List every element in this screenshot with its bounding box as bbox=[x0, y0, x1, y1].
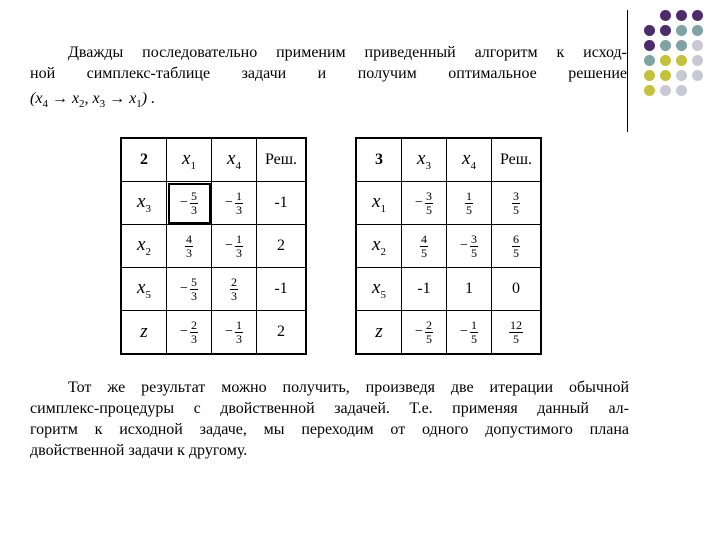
fraction-denominator: 5 bbox=[513, 202, 519, 217]
fraction-denominator: 3 bbox=[186, 245, 192, 260]
variable-subscript: 2 bbox=[380, 245, 386, 258]
fraction-value bbox=[225, 317, 243, 346]
table-cell bbox=[212, 311, 257, 355]
minus-sign: − bbox=[460, 324, 468, 339]
solution-cell bbox=[492, 268, 542, 311]
table-row bbox=[356, 225, 541, 268]
fraction-value bbox=[225, 188, 243, 217]
decor-dot bbox=[676, 85, 687, 96]
decor-dot bbox=[644, 85, 655, 96]
basis-variable bbox=[356, 268, 402, 311]
table-cell bbox=[167, 268, 212, 311]
paragraph-intro-line: Дважды последовательно применим приведенный алгоритм к исход- bbox=[68, 44, 627, 61]
decor-dot bbox=[660, 70, 671, 81]
simplex-table-iteration-3 bbox=[355, 137, 542, 355]
fraction-numerator: 6 bbox=[513, 231, 519, 246]
minus-sign: − bbox=[180, 281, 188, 296]
table-cell bbox=[447, 182, 492, 225]
decor-dot bbox=[660, 25, 671, 36]
paragraph-conclusion-line: горитм к исходной задаче, мы переходим от одного допустимого плана bbox=[30, 421, 629, 438]
table-cell bbox=[212, 182, 257, 225]
variable-subscript: 5 bbox=[380, 288, 386, 301]
table-cell bbox=[447, 268, 492, 311]
fraction bbox=[235, 319, 243, 346]
fraction-value bbox=[460, 231, 478, 260]
variable-symbol: $x_3$ bbox=[417, 148, 431, 172]
variable-subscript: 3 bbox=[145, 202, 151, 215]
fraction bbox=[470, 233, 478, 260]
fraction-value bbox=[180, 274, 198, 303]
fraction-value bbox=[420, 231, 428, 260]
column-header bbox=[447, 138, 492, 182]
table-cell bbox=[447, 225, 492, 268]
formula-paren: ) . bbox=[141, 90, 156, 107]
fraction bbox=[512, 190, 520, 217]
fraction-denominator: 3 bbox=[235, 331, 242, 346]
solution-cell bbox=[492, 311, 542, 355]
decor-divider-line bbox=[627, 10, 628, 132]
minus-sign: − bbox=[225, 238, 233, 253]
minus-sign: − bbox=[180, 195, 188, 210]
table-cell bbox=[402, 311, 447, 355]
variable-symbol: z bbox=[140, 321, 148, 342]
fraction-numerator: 5 bbox=[190, 188, 197, 203]
fraction-numerator: 1 bbox=[466, 188, 472, 203]
column-header bbox=[167, 138, 212, 182]
fraction-denominator: 5 bbox=[513, 331, 519, 346]
decor-dot bbox=[660, 10, 671, 21]
paragraph-intro bbox=[30, 42, 627, 84]
basis-variable bbox=[121, 225, 167, 268]
table-row bbox=[356, 268, 541, 311]
fraction-value bbox=[180, 188, 198, 217]
formula-var: x bbox=[71, 90, 80, 107]
decor-dot-grid bbox=[640, 10, 716, 120]
minus-sign: − bbox=[460, 238, 468, 253]
variable-symbol: $x_4$ bbox=[462, 148, 476, 172]
decor-dot bbox=[644, 55, 655, 66]
formula-paren: ( bbox=[30, 90, 36, 107]
fraction bbox=[190, 190, 198, 217]
variable-subscript: 2 bbox=[145, 245, 151, 258]
fraction-denominator: 5 bbox=[425, 202, 432, 217]
solution-cell bbox=[257, 225, 307, 268]
fraction bbox=[512, 233, 520, 260]
table-cell bbox=[402, 182, 447, 225]
table-cell bbox=[167, 225, 212, 268]
minus-sign: − bbox=[225, 195, 233, 210]
solution-cell bbox=[492, 182, 542, 225]
table-cell bbox=[167, 311, 212, 355]
fraction-numerator: 3 bbox=[470, 231, 477, 246]
cell-value: -1 bbox=[274, 194, 288, 211]
variable-symbol: $x_1$ bbox=[182, 148, 196, 172]
iteration-number: 3 bbox=[356, 138, 402, 182]
fraction-numerator: 1 bbox=[470, 317, 477, 332]
decor-dot bbox=[676, 25, 687, 36]
formula-comma: , bbox=[84, 90, 89, 107]
decor-dot bbox=[676, 55, 687, 66]
column-header bbox=[212, 138, 257, 182]
fraction bbox=[425, 319, 433, 346]
decor-dot bbox=[692, 10, 703, 21]
table-cell bbox=[212, 225, 257, 268]
arrow-icon: → bbox=[109, 90, 126, 107]
fraction-value bbox=[509, 317, 523, 346]
fraction bbox=[230, 276, 238, 303]
solution-column-header: Реш. bbox=[257, 138, 307, 182]
paragraph-intro-line: ной симплекс-таблице задачи и получим оптимальное решение bbox=[30, 65, 627, 82]
decor-dot bbox=[644, 70, 655, 81]
table-row bbox=[356, 182, 541, 225]
fraction-value bbox=[415, 317, 433, 346]
variable-symbol: $x_3$ bbox=[137, 191, 151, 215]
variable-subscript: 5 bbox=[145, 288, 151, 301]
arrow-icon: → bbox=[51, 90, 68, 107]
table-row bbox=[121, 311, 306, 355]
fraction-numerator: 1 bbox=[235, 231, 242, 246]
fraction-denominator: 5 bbox=[470, 245, 477, 260]
fraction-denominator: 5 bbox=[470, 331, 477, 346]
fraction-numerator: 2 bbox=[231, 274, 237, 289]
basis-variable bbox=[121, 311, 167, 355]
formula-var: x bbox=[92, 90, 100, 107]
fraction-value bbox=[180, 317, 198, 346]
decor-dot bbox=[644, 40, 655, 51]
decor-dot bbox=[676, 10, 687, 21]
decor-dot bbox=[676, 40, 687, 51]
fraction-denominator: 3 bbox=[190, 288, 197, 303]
fraction-denominator: 5 bbox=[425, 331, 432, 346]
decor-dot bbox=[692, 25, 703, 36]
fraction-denominator: 3 bbox=[235, 245, 242, 260]
variable-subscript: 1 bbox=[380, 202, 386, 215]
fraction bbox=[509, 319, 523, 346]
variable-symbol: $x_2$ bbox=[372, 234, 386, 258]
paragraph-conclusion-line: двойственной задачи к другому. bbox=[30, 442, 248, 459]
fraction-denominator: 3 bbox=[231, 288, 237, 303]
formula-sub: 4 bbox=[42, 98, 48, 111]
variable-subscript: 1 bbox=[190, 159, 196, 172]
fraction-value bbox=[465, 188, 473, 217]
table-cell bbox=[212, 268, 257, 311]
table-row bbox=[121, 225, 306, 268]
fraction-denominator: 5 bbox=[513, 245, 519, 260]
fraction-numerator: 4 bbox=[186, 231, 192, 246]
cell-value: -1 bbox=[417, 280, 431, 297]
fraction-denominator: 3 bbox=[235, 202, 242, 217]
fraction-numerator: 2 bbox=[190, 317, 197, 332]
table-cell bbox=[402, 225, 447, 268]
fraction bbox=[420, 233, 428, 260]
formula-sub: 3 bbox=[99, 98, 106, 111]
formula-var: x bbox=[35, 90, 43, 107]
basis-variable bbox=[121, 182, 167, 225]
fraction-numerator: 12 bbox=[510, 317, 522, 332]
fraction-denominator: 5 bbox=[466, 202, 472, 217]
paragraph-conclusion bbox=[30, 377, 629, 461]
fraction-value bbox=[512, 188, 520, 217]
simplex-table-iteration-2 bbox=[120, 137, 307, 355]
table-header-row bbox=[121, 138, 306, 182]
variable-symbol: $x_2$ bbox=[137, 234, 151, 258]
decor-dot bbox=[660, 40, 671, 51]
fraction bbox=[185, 233, 193, 260]
variable-subscript: 4 bbox=[235, 159, 241, 172]
iteration-number: 2 bbox=[121, 138, 167, 182]
fraction-denominator: 5 bbox=[421, 245, 427, 260]
cell-value: 2 bbox=[277, 237, 285, 254]
pivot-cell bbox=[167, 182, 212, 225]
fraction-denominator: 3 bbox=[190, 202, 197, 217]
variable-symbol: $x_5$ bbox=[137, 277, 151, 301]
fraction bbox=[190, 319, 198, 346]
fraction-value bbox=[225, 231, 243, 260]
cell-value: -1 bbox=[274, 280, 288, 297]
paragraph-conclusion-line: симплекс-процедуры с двойственной задачей. Т.е. применяя данный ал- bbox=[30, 400, 629, 417]
decor-dot bbox=[692, 55, 703, 66]
variable-symbol: z bbox=[375, 321, 383, 342]
decor-dot bbox=[660, 85, 671, 96]
fraction-value bbox=[185, 231, 193, 260]
cell-value: 1 bbox=[465, 280, 473, 297]
basis-variable bbox=[356, 182, 402, 225]
decor-dot bbox=[692, 40, 703, 51]
decor-dot bbox=[692, 70, 703, 81]
decor-dot bbox=[676, 70, 687, 81]
minus-sign: − bbox=[415, 324, 423, 339]
solution-cell bbox=[257, 268, 307, 311]
fraction-numerator: 2 bbox=[425, 317, 432, 332]
fraction bbox=[470, 319, 478, 346]
variable-subscript: 3 bbox=[425, 159, 431, 172]
table-row bbox=[121, 268, 306, 311]
fraction-value bbox=[512, 231, 520, 260]
table-row bbox=[121, 182, 306, 225]
minus-sign: − bbox=[415, 195, 423, 210]
basis-transition-formula bbox=[30, 90, 155, 110]
basis-variable bbox=[121, 268, 167, 311]
fraction-value bbox=[230, 274, 238, 303]
basis-variable bbox=[356, 225, 402, 268]
fraction-numerator: 3 bbox=[425, 188, 432, 203]
table-header-row bbox=[356, 138, 541, 182]
decor-dot bbox=[660, 55, 671, 66]
solution-cell bbox=[257, 182, 307, 225]
column-header bbox=[402, 138, 447, 182]
solution-cell bbox=[257, 311, 307, 355]
variable-symbol: $x_1$ bbox=[372, 191, 386, 215]
basis-variable bbox=[356, 311, 402, 355]
fraction bbox=[235, 233, 243, 260]
fraction-denominator: 3 bbox=[190, 331, 197, 346]
fraction bbox=[235, 190, 243, 217]
table-cell bbox=[402, 268, 447, 311]
fraction bbox=[425, 190, 433, 217]
fraction-numerator: 3 bbox=[513, 188, 519, 203]
table-cell bbox=[447, 311, 492, 355]
variable-subscript: 4 bbox=[470, 159, 476, 172]
fraction-numerator: 4 bbox=[421, 231, 427, 246]
table-row bbox=[356, 311, 541, 355]
cell-value: 0 bbox=[512, 280, 520, 297]
fraction-value bbox=[460, 317, 478, 346]
fraction-numerator: 5 bbox=[190, 274, 197, 289]
fraction bbox=[190, 276, 198, 303]
fraction-value bbox=[415, 188, 433, 217]
decor-dot bbox=[644, 25, 655, 36]
solution-cell bbox=[492, 225, 542, 268]
fraction-numerator: 1 bbox=[235, 188, 242, 203]
paragraph-conclusion-line: Тот же результат можно получить, произведя две итерации обычной bbox=[68, 379, 629, 396]
variable-symbol: $x_5$ bbox=[372, 277, 386, 301]
cell-value: 2 bbox=[277, 323, 285, 340]
formula-sub: 2 bbox=[79, 98, 85, 111]
fraction bbox=[465, 190, 473, 217]
solution-column-header: Реш. bbox=[492, 138, 542, 182]
fraction-numerator: 1 bbox=[235, 317, 242, 332]
minus-sign: − bbox=[225, 324, 233, 339]
variable-symbol: $x_4$ bbox=[227, 148, 241, 172]
minus-sign: − bbox=[180, 324, 188, 339]
formula-sub: 1 bbox=[136, 98, 142, 111]
formula-var: x bbox=[129, 90, 137, 107]
